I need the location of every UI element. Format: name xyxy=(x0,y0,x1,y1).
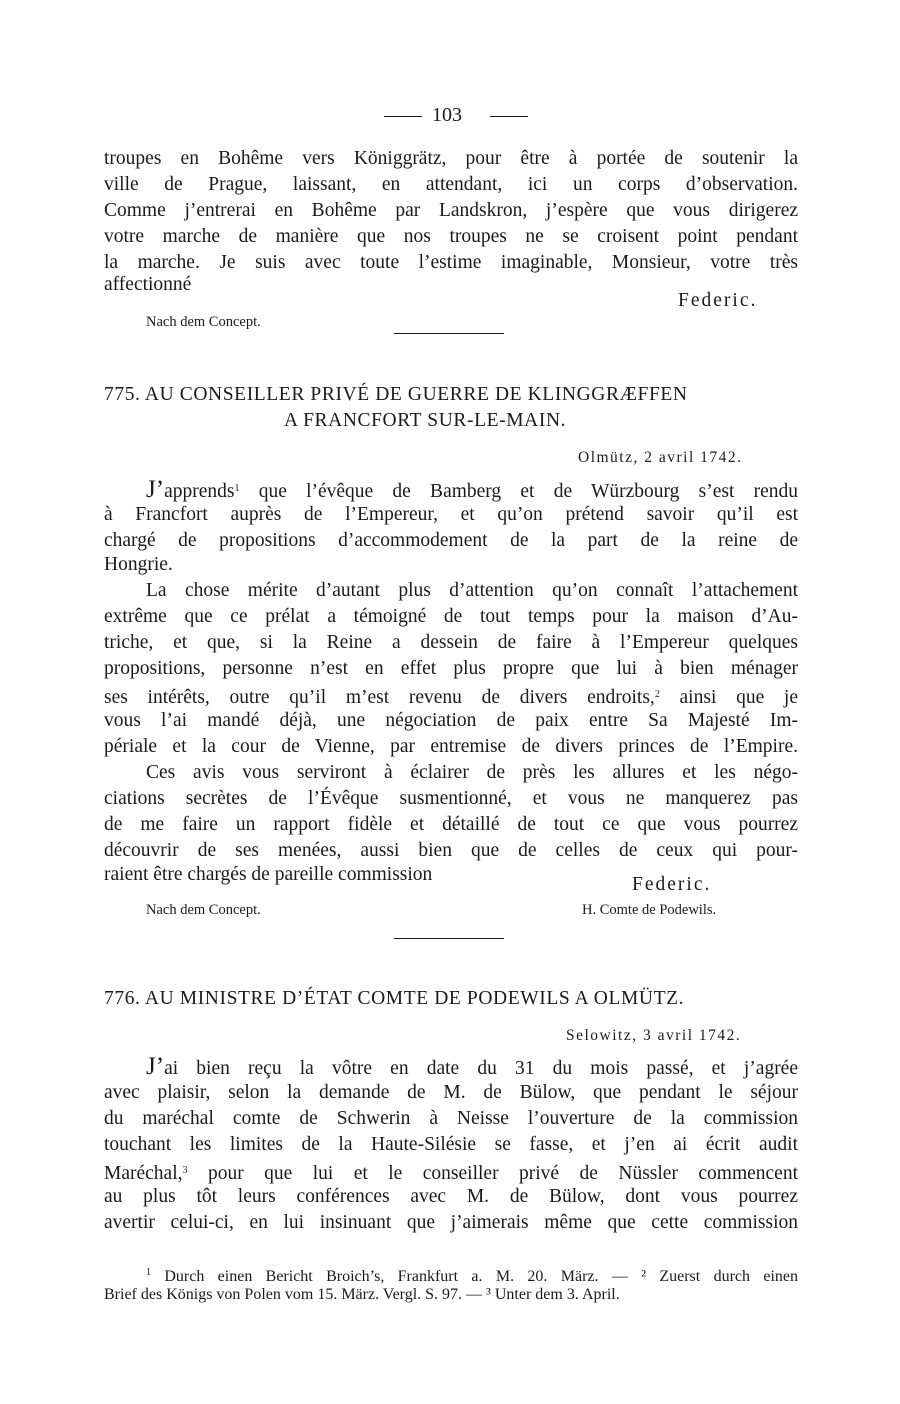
paragraph-line: affectionné xyxy=(104,274,192,295)
paragraph-line: avec plaisir, selon la demande de M. de Bülow, que pendant le séjour xyxy=(104,1082,798,1103)
paragraph-line: touchant les limites de la Haute-Silésie se fasse, et j’en ai écrit audit xyxy=(104,1134,798,1155)
paragraph-line: chargé de propositions d’accommodement de la part de la reine de xyxy=(104,530,798,551)
text-fragment: Maréchal, xyxy=(104,1163,183,1184)
footnote-marker: 1 xyxy=(234,483,240,494)
paragraph-line: Hongrie. xyxy=(104,554,173,575)
paragraph-line: au plus tôt leurs conférences avec M. de Bülow, dont vous pourrez xyxy=(104,1186,798,1207)
paragraph-line: ciations secrètes de l’Évêque susmentionné, et vous ne manquerez pas xyxy=(104,788,798,809)
paragraph-line: périale et la cour de Vienne, par entremise de divers princes de l’Empire. xyxy=(104,736,798,757)
dateline: Olmütz, 2 avril 1742. xyxy=(578,449,743,466)
section-divider xyxy=(394,333,504,334)
paragraph-line: vous l’ai mandé déjà, une négociation de paix entre Sa Majesté Im- xyxy=(104,710,798,731)
paragraph-line: avertir celui-ci, en lui insinuant que j’aimerais même que cette commission xyxy=(104,1212,798,1233)
paragraph-line xyxy=(146,1054,798,1082)
page-number-right-dash xyxy=(490,116,528,117)
letter-heading-line2: A FRANCFORT SUR-LE-MAIN. xyxy=(284,410,567,431)
source-note: Nach dem Concept. xyxy=(146,314,261,330)
page-number: 103 xyxy=(432,104,462,126)
drop-cap: J’ xyxy=(146,1053,165,1080)
paragraph-line: Ces avis vous serviront à éclairer de près les allures et les négo- xyxy=(146,762,798,783)
text-fragment: que l’évêque de Bamberg et de Würzbourg s’est rendu xyxy=(258,481,799,502)
countersignature: H. Comte de Podewils. xyxy=(582,902,717,918)
footnote-marker: 2 xyxy=(654,689,660,700)
text-fragment: apprends xyxy=(164,481,235,502)
paragraph-line xyxy=(104,682,798,711)
section-divider xyxy=(394,938,504,939)
footnote-line: Brief des Königs von Polen vom 15. März. Vergl. S. 97. — ³ Unter dem 3. April. xyxy=(104,1286,620,1303)
paragraph-line: la marche. Je suis avec toute l’estime imaginable, Monsieur, votre très xyxy=(104,252,798,273)
signature: Federic. xyxy=(678,290,758,311)
paragraph-line xyxy=(104,1158,798,1187)
paragraph-line: propositions, personne n’est en effet plus propre que lui à bien ménager xyxy=(104,658,798,679)
letter-heading: 775. AU CONSEILLER PRIVÉ DE GUERRE DE KLINGGRÆFFEN xyxy=(104,384,688,405)
paragraph-line xyxy=(146,476,798,505)
footnote-marker: 1 xyxy=(146,1267,151,1278)
footnote-text: Durch einen Bericht Broich’s, Frankfurt a. M. 20. März. — ² Zuerst durch einen xyxy=(164,1268,798,1285)
paragraph-line: du maréchal comte de Schwerin à Neisse l’ouverture de la commission xyxy=(104,1108,798,1129)
signature: Federic. xyxy=(632,874,712,895)
paragraph-line: troupes en Bohême vers Königgrätz, pour être à portée de soutenir la xyxy=(104,148,798,169)
paragraph-line: triche, et que, si la Reine a dessein de faire à l’Empereur quelques xyxy=(104,632,798,653)
paragraph-line: ville de Prague, laissant, en attendant, ici un corps d’observation. xyxy=(104,174,798,195)
dateline: Selowitz, 3 avril 1742. xyxy=(566,1027,742,1044)
paragraph-line: à Francfort auprès de l’Empereur, et qu’on prétend savoir qu’il est xyxy=(104,504,798,525)
text-fragment: ses intérêts, outre qu’il m’est revenu de divers endroits, xyxy=(104,687,655,708)
paragraph-line: de me faire un rapport fidèle et détaillé de tout ce que vous pourrez xyxy=(104,814,798,835)
paragraph-line: extrême que ce prélat a témoigné de tout temps pour la maison d’Au- xyxy=(104,606,798,627)
drop-cap: J’ xyxy=(146,476,165,503)
paragraph-line: découvrir de ses menées, aussi bien que de celles de ceux qui pour- xyxy=(104,840,798,861)
paragraph-line: La chose mérite d’autant plus d’attention qu’on connaît l’attachement xyxy=(146,580,798,601)
text-fragment: ai bien reçu la vôtre en date du 31 du mois passé, et j’agrée xyxy=(164,1058,798,1079)
footnote-marker: 3 xyxy=(182,1165,188,1176)
text-fragment: ainsi que je xyxy=(679,687,799,708)
letter-heading: 776. AU MINISTRE D’ÉTAT COMTE DE PODEWILS A OLMÜTZ. xyxy=(104,988,685,1009)
paragraph-line: raient être chargés de pareille commission xyxy=(104,864,433,885)
paragraph-line: votre marche de manière que nos troupes ne se croisent point pendant xyxy=(104,226,798,247)
text-fragment: pour que lui et le conseiller privé de Nüssler commencent xyxy=(207,1163,799,1184)
paragraph-line: Comme j’entrerai en Bohême par Landskron, j’espère que vous dirigerez xyxy=(104,200,798,221)
source-note: Nach dem Concept. xyxy=(146,902,261,918)
page-number-left-dash xyxy=(384,116,422,117)
